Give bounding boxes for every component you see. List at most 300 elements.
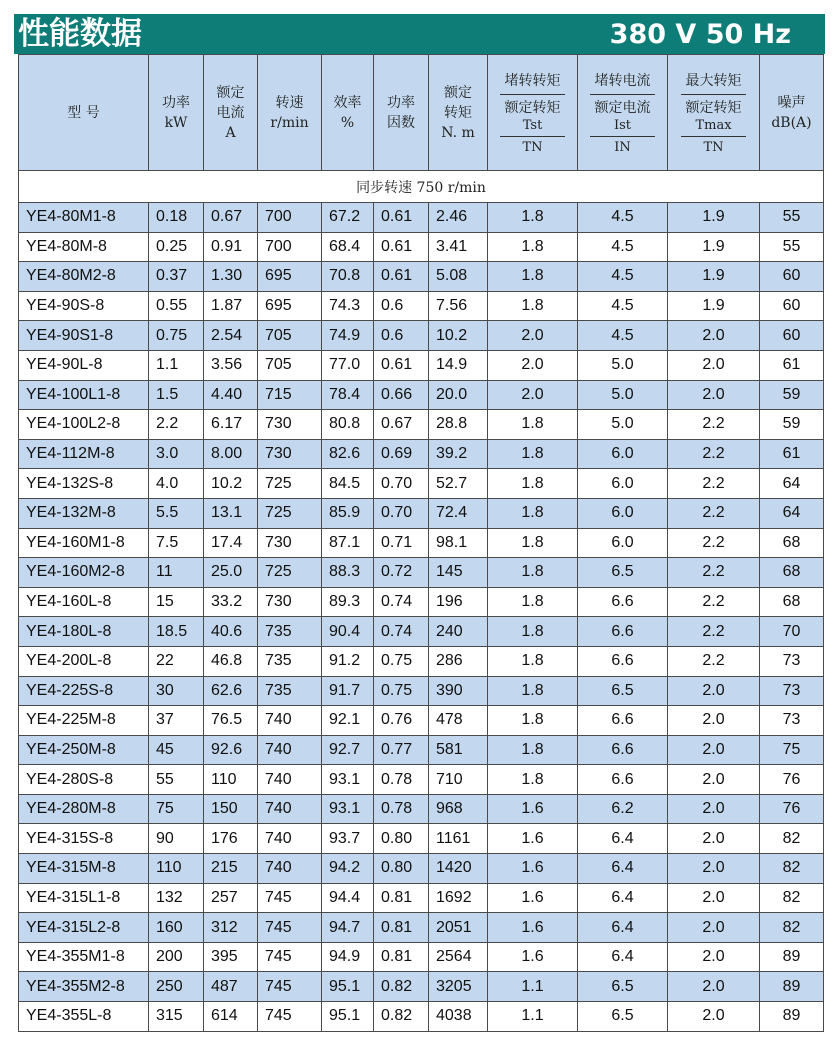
cell-tmax-ratio: 2.0	[668, 794, 760, 824]
cell-model: YE4-355M1-8	[19, 942, 149, 972]
cell-tst-ratio: 1.8	[488, 617, 578, 647]
cell-tst-ratio: 1.8	[488, 646, 578, 676]
cell-tst-ratio: 1.1	[488, 1002, 578, 1032]
cell-tmax-ratio: 1.9	[668, 232, 760, 262]
cell-model: YE4-132S-8	[19, 469, 149, 499]
cell-tst-ratio: 1.8	[488, 232, 578, 262]
cell-model: YE4-100L1-8	[19, 380, 149, 410]
cell-power-factor: 0.74	[374, 587, 429, 617]
cell-speed: 695	[258, 291, 322, 321]
cell-model: YE4-280S-8	[19, 765, 149, 795]
cell-power: 0.18	[149, 203, 204, 233]
cell-tmax-ratio: 2.0	[668, 706, 760, 736]
cell-tst-ratio: 1.8	[488, 706, 578, 736]
performance-table	[18, 54, 824, 1032]
cell-tmax-ratio: 2.0	[668, 854, 760, 884]
cell-power-factor: 0.76	[374, 706, 429, 736]
table-row	[19, 291, 824, 321]
cell-ist-ratio: 5.0	[578, 350, 668, 380]
cell-model: YE4-132M-8	[19, 498, 149, 528]
cell-power-factor: 0.75	[374, 646, 429, 676]
cell-tst-ratio: 1.6	[488, 824, 578, 854]
cell-current: 2.54	[204, 321, 258, 351]
cell-power-factor: 0.74	[374, 617, 429, 647]
cell-power-factor: 0.6	[374, 291, 429, 321]
table-row	[19, 321, 824, 351]
cell-power: 22	[149, 646, 204, 676]
cell-current: 150	[204, 794, 258, 824]
table-row	[19, 913, 824, 943]
cell-noise: 89	[760, 942, 824, 972]
cell-tmax-ratio: 2.2	[668, 587, 760, 617]
cell-speed: 740	[258, 824, 322, 854]
cell-efficiency: 85.9	[322, 498, 374, 528]
cell-ist-ratio: 5.0	[578, 380, 668, 410]
header-row	[19, 55, 824, 171]
cell-efficiency: 80.8	[322, 410, 374, 440]
cell-model: YE4-112M-8	[19, 439, 149, 469]
header-rated-torque	[429, 55, 488, 171]
cell-tst-ratio: 1.8	[488, 291, 578, 321]
cell-current: 25.0	[204, 558, 258, 588]
cell-rated-torque: 28.8	[429, 410, 488, 440]
cell-power-factor: 0.81	[374, 913, 429, 943]
cell-tmax-ratio: 2.0	[668, 1002, 760, 1032]
cell-ist-ratio: 6.0	[578, 469, 668, 499]
table-row	[19, 854, 824, 884]
cell-rated-torque: 98.1	[429, 528, 488, 558]
cell-current: 110	[204, 765, 258, 795]
voltage-frequency-label: 380 V 50 Hz	[609, 19, 791, 50]
cell-efficiency: 70.8	[322, 262, 374, 292]
header-locked-rotor-torque	[488, 55, 578, 171]
cell-tmax-ratio: 2.0	[668, 942, 760, 972]
cell-model: YE4-315L1-8	[19, 883, 149, 913]
cell-tmax-ratio: 2.0	[668, 824, 760, 854]
table-row	[19, 350, 824, 380]
cell-ist-ratio: 6.5	[578, 972, 668, 1002]
cell-model: YE4-80M1-8	[19, 203, 149, 233]
fraction-line	[681, 136, 747, 137]
cell-power: 75	[149, 794, 204, 824]
table-row	[19, 735, 824, 765]
cell-rated-torque: 4038	[429, 1002, 488, 1032]
header-current-label-2: 电流	[216, 104, 245, 121]
cell-ist-ratio: 6.6	[578, 587, 668, 617]
table-row	[19, 972, 824, 1002]
cell-efficiency: 67.2	[322, 203, 374, 233]
cell-tst-ratio: 2.0	[488, 321, 578, 351]
cell-current: 312	[204, 913, 258, 943]
cell-power-factor: 0.61	[374, 203, 429, 233]
cell-current: 215	[204, 854, 258, 884]
cell-tst-ratio: 1.6	[488, 942, 578, 972]
cell-noise: 82	[760, 913, 824, 943]
cell-ist-ratio: 6.2	[578, 794, 668, 824]
cell-rated-torque: 72.4	[429, 498, 488, 528]
cell-tmax-ratio: 2.2	[668, 528, 760, 558]
cell-power: 5.5	[149, 498, 204, 528]
cell-tmax-ratio: 2.2	[668, 439, 760, 469]
cell-speed: 725	[258, 498, 322, 528]
cell-noise: 89	[760, 972, 824, 1002]
cell-tst-ratio: 1.8	[488, 558, 578, 588]
cell-tmax-ratio: 2.2	[668, 469, 760, 499]
cell-efficiency: 89.3	[322, 587, 374, 617]
header-tmax-top: 最大转矩	[685, 72, 742, 89]
header-ist-symbol-top: Ist	[613, 117, 632, 133]
cell-tst-ratio: 1.6	[488, 794, 578, 824]
cell-power-factor: 0.80	[374, 854, 429, 884]
header-tst-symbol-bottom: TN	[522, 139, 543, 155]
cell-power: 90	[149, 824, 204, 854]
cell-tmax-ratio: 2.2	[668, 617, 760, 647]
header-model	[19, 55, 149, 171]
cell-efficiency: 94.9	[322, 942, 374, 972]
cell-efficiency: 74.3	[322, 291, 374, 321]
cell-model: YE4-180L-8	[19, 617, 149, 647]
cell-power: 0.55	[149, 291, 204, 321]
table-row	[19, 410, 824, 440]
header-torque-unit: N. m	[441, 124, 475, 141]
cell-model: YE4-280M-8	[19, 794, 149, 824]
sync-speed-label: 同步转速 750 r/min	[19, 171, 824, 203]
cell-power: 4.0	[149, 469, 204, 499]
cell-ist-ratio: 6.6	[578, 646, 668, 676]
cell-speed: 700	[258, 203, 322, 233]
cell-power: 0.25	[149, 232, 204, 262]
cell-rated-torque: 5.08	[429, 262, 488, 292]
table-row	[19, 646, 824, 676]
cell-noise: 68	[760, 558, 824, 588]
cell-speed: 700	[258, 232, 322, 262]
cell-noise: 76	[760, 794, 824, 824]
cell-noise: 55	[760, 232, 824, 262]
table-row	[19, 203, 824, 233]
cell-power: 200	[149, 942, 204, 972]
cell-speed: 740	[258, 765, 322, 795]
cell-current: 92.6	[204, 735, 258, 765]
header-speed-label: 转速	[275, 94, 304, 111]
cell-speed: 730	[258, 528, 322, 558]
cell-current: 6.17	[204, 410, 258, 440]
cell-speed: 745	[258, 913, 322, 943]
cell-power: 315	[149, 1002, 204, 1032]
cell-power-factor: 0.72	[374, 558, 429, 588]
cell-ist-ratio: 5.0	[578, 410, 668, 440]
table-row	[19, 617, 824, 647]
cell-current: 3.56	[204, 350, 258, 380]
cell-model: YE4-355L-8	[19, 1002, 149, 1032]
cell-rated-torque: 286	[429, 646, 488, 676]
cell-current: 13.1	[204, 498, 258, 528]
cell-noise: 59	[760, 410, 824, 440]
cell-noise: 60	[760, 321, 824, 351]
cell-noise: 60	[760, 262, 824, 292]
cell-tst-ratio: 1.8	[488, 439, 578, 469]
cell-rated-torque: 478	[429, 706, 488, 736]
cell-tmax-ratio: 1.9	[668, 262, 760, 292]
header-torque-label-2: 转矩	[444, 104, 472, 121]
cell-current: 40.6	[204, 617, 258, 647]
cell-speed: 725	[258, 558, 322, 588]
cell-rated-torque: 581	[429, 735, 488, 765]
cell-model: YE4-100L2-8	[19, 410, 149, 440]
cell-noise: 70	[760, 617, 824, 647]
cell-rated-torque: 3205	[429, 972, 488, 1002]
cell-model: YE4-90S1-8	[19, 321, 149, 351]
header-current-label-1: 额定	[216, 84, 245, 101]
cell-power-factor: 0.70	[374, 469, 429, 499]
cell-power: 110	[149, 854, 204, 884]
cell-speed: 740	[258, 735, 322, 765]
cell-current: 8.00	[204, 439, 258, 469]
cell-power: 15	[149, 587, 204, 617]
cell-efficiency: 94.4	[322, 883, 374, 913]
cell-model: YE4-315M-8	[19, 854, 149, 884]
cell-rated-torque: 240	[429, 617, 488, 647]
cell-tst-ratio: 1.8	[488, 587, 578, 617]
table-row	[19, 262, 824, 292]
cell-tmax-ratio: 2.2	[668, 410, 760, 440]
cell-ist-ratio: 6.6	[578, 617, 668, 647]
table-row	[19, 942, 824, 972]
cell-power-factor: 0.61	[374, 350, 429, 380]
cell-efficiency: 92.7	[322, 735, 374, 765]
cell-efficiency: 78.4	[322, 380, 374, 410]
cell-tmax-ratio: 2.0	[668, 350, 760, 380]
cell-rated-torque: 1420	[429, 854, 488, 884]
cell-power-factor: 0.71	[374, 528, 429, 558]
cell-tmax-ratio: 2.0	[668, 972, 760, 1002]
header-efficiency	[322, 55, 374, 171]
sync-speed-row	[19, 171, 824, 203]
cell-model: YE4-315L2-8	[19, 913, 149, 943]
cell-model: YE4-80M-8	[19, 232, 149, 262]
header-max-torque	[668, 55, 760, 171]
cell-efficiency: 93.1	[322, 794, 374, 824]
cell-ist-ratio: 6.6	[578, 735, 668, 765]
cell-rated-torque: 20.0	[429, 380, 488, 410]
cell-power: 1.5	[149, 380, 204, 410]
cell-power: 11	[149, 558, 204, 588]
cell-speed: 695	[258, 262, 322, 292]
cell-ist-ratio: 6.6	[578, 765, 668, 795]
cell-speed: 725	[258, 469, 322, 499]
cell-ist-ratio: 6.0	[578, 498, 668, 528]
cell-tst-ratio: 1.6	[488, 854, 578, 884]
cell-ist-ratio: 6.4	[578, 913, 668, 943]
cell-power-factor: 0.6	[374, 321, 429, 351]
cell-ist-ratio: 4.5	[578, 262, 668, 292]
cell-rated-torque: 2.46	[429, 203, 488, 233]
cell-rated-torque: 3.41	[429, 232, 488, 262]
cell-efficiency: 84.5	[322, 469, 374, 499]
cell-speed: 740	[258, 794, 322, 824]
table-row	[19, 824, 824, 854]
cell-efficiency: 95.1	[322, 1002, 374, 1032]
header-tst-symbol-top: Tst	[522, 117, 543, 133]
header-pf-label-1: 功率	[387, 94, 415, 111]
cell-noise: 82	[760, 883, 824, 913]
cell-model: YE4-225S-8	[19, 676, 149, 706]
cell-noise: 73	[760, 646, 824, 676]
cell-model: YE4-200L-8	[19, 646, 149, 676]
cell-tst-ratio: 1.8	[488, 203, 578, 233]
table-row	[19, 765, 824, 795]
cell-power-factor: 0.61	[374, 232, 429, 262]
header-current	[204, 55, 258, 171]
cell-rated-torque: 1692	[429, 883, 488, 913]
cell-power: 1.1	[149, 350, 204, 380]
cell-current: 62.6	[204, 676, 258, 706]
header-locked-rotor-current	[578, 55, 668, 171]
table-row	[19, 439, 824, 469]
cell-tst-ratio: 1.8	[488, 676, 578, 706]
cell-power-factor: 0.66	[374, 380, 429, 410]
cell-rated-torque: 7.56	[429, 291, 488, 321]
cell-ist-ratio: 6.4	[578, 883, 668, 913]
cell-model: YE4-315S-8	[19, 824, 149, 854]
cell-tmax-ratio: 2.0	[668, 735, 760, 765]
cell-rated-torque: 710	[429, 765, 488, 795]
cell-model: YE4-355M2-8	[19, 972, 149, 1002]
cell-speed: 730	[258, 587, 322, 617]
header-noise-unit: dB(A)	[771, 114, 812, 131]
cell-rated-torque: 145	[429, 558, 488, 588]
cell-noise: 59	[760, 380, 824, 410]
cell-model: YE4-90S-8	[19, 291, 149, 321]
cell-rated-torque: 52.7	[429, 469, 488, 499]
cell-power: 0.37	[149, 262, 204, 292]
header-current-unit: A	[225, 124, 236, 141]
cell-speed: 730	[258, 410, 322, 440]
cell-current: 257	[204, 883, 258, 913]
cell-current: 76.5	[204, 706, 258, 736]
cell-power-factor: 0.77	[374, 735, 429, 765]
header-ist-symbol-bottom: IN	[614, 139, 631, 155]
cell-noise: 76	[760, 765, 824, 795]
cell-noise: 89	[760, 1002, 824, 1032]
cell-noise: 61	[760, 350, 824, 380]
cell-power-factor: 0.80	[374, 824, 429, 854]
cell-tmax-ratio: 1.9	[668, 291, 760, 321]
cell-speed: 735	[258, 676, 322, 706]
cell-noise: 75	[760, 735, 824, 765]
cell-rated-torque: 10.2	[429, 321, 488, 351]
cell-efficiency: 94.2	[322, 854, 374, 884]
cell-power: 45	[149, 735, 204, 765]
cell-noise: 82	[760, 854, 824, 884]
cell-tmax-ratio: 2.0	[668, 883, 760, 913]
cell-ist-ratio: 6.0	[578, 528, 668, 558]
table-row	[19, 706, 824, 736]
table-row	[19, 528, 824, 558]
cell-power: 2.2	[149, 410, 204, 440]
cell-tst-ratio: 2.0	[488, 380, 578, 410]
cell-rated-torque: 2564	[429, 942, 488, 972]
cell-current: 0.91	[204, 232, 258, 262]
cell-noise: 60	[760, 291, 824, 321]
cell-tst-ratio: 1.6	[488, 913, 578, 943]
cell-tst-ratio: 1.8	[488, 469, 578, 499]
header-torque-label-1: 额定	[444, 84, 472, 101]
header-ist-bottom: 额定电流	[594, 99, 651, 116]
title-bar	[14, 14, 825, 54]
cell-speed: 740	[258, 706, 322, 736]
fraction-line	[500, 136, 564, 137]
cell-noise: 68	[760, 528, 824, 558]
cell-current: 614	[204, 1002, 258, 1032]
cell-speed: 735	[258, 617, 322, 647]
header-tst-bottom: 额定转矩	[504, 99, 561, 116]
header-tmax-bottom: 额定转矩	[685, 99, 742, 116]
cell-power-factor: 0.82	[374, 972, 429, 1002]
cell-speed: 745	[258, 972, 322, 1002]
header-efficiency-label: 效率	[333, 94, 362, 111]
cell-model: YE4-160M2-8	[19, 558, 149, 588]
cell-noise: 73	[760, 676, 824, 706]
header-ist-top: 堵转电流	[594, 72, 651, 89]
cell-noise: 55	[760, 203, 824, 233]
table-row	[19, 794, 824, 824]
table-row	[19, 883, 824, 913]
cell-current: 1.87	[204, 291, 258, 321]
cell-tst-ratio: 2.0	[488, 350, 578, 380]
cell-current: 487	[204, 972, 258, 1002]
cell-power-factor: 0.61	[374, 262, 429, 292]
cell-speed: 730	[258, 439, 322, 469]
cell-tst-ratio: 1.8	[488, 262, 578, 292]
table-row	[19, 469, 824, 499]
cell-tmax-ratio: 2.0	[668, 380, 760, 410]
cell-noise: 82	[760, 824, 824, 854]
cell-efficiency: 91.2	[322, 646, 374, 676]
cell-tst-ratio: 1.6	[488, 883, 578, 913]
cell-efficiency: 77.0	[322, 350, 374, 380]
cell-model: YE4-160L-8	[19, 587, 149, 617]
cell-tmax-ratio: 2.2	[668, 558, 760, 588]
cell-speed: 745	[258, 883, 322, 913]
cell-noise: 61	[760, 439, 824, 469]
cell-efficiency: 87.1	[322, 528, 374, 558]
cell-efficiency: 93.7	[322, 824, 374, 854]
cell-model: YE4-80M2-8	[19, 262, 149, 292]
cell-model: YE4-160M1-8	[19, 528, 149, 558]
cell-efficiency: 95.1	[322, 972, 374, 1002]
cell-efficiency: 74.9	[322, 321, 374, 351]
cell-efficiency: 91.7	[322, 676, 374, 706]
cell-tst-ratio: 1.8	[488, 410, 578, 440]
cell-current: 1.30	[204, 262, 258, 292]
cell-current: 17.4	[204, 528, 258, 558]
cell-power: 132	[149, 883, 204, 913]
cell-ist-ratio: 6.4	[578, 854, 668, 884]
cell-power-factor: 0.81	[374, 942, 429, 972]
header-pf-label-2: 因数	[387, 114, 415, 131]
cell-power: 3.0	[149, 439, 204, 469]
table-row	[19, 1002, 824, 1032]
cell-tst-ratio: 1.8	[488, 765, 578, 795]
cell-rated-torque: 196	[429, 587, 488, 617]
cell-tst-ratio: 1.1	[488, 972, 578, 1002]
cell-tst-ratio: 1.8	[488, 735, 578, 765]
header-power	[149, 55, 204, 171]
cell-current: 4.40	[204, 380, 258, 410]
cell-ist-ratio: 6.4	[578, 942, 668, 972]
cell-power: 55	[149, 765, 204, 795]
cell-power: 7.5	[149, 528, 204, 558]
